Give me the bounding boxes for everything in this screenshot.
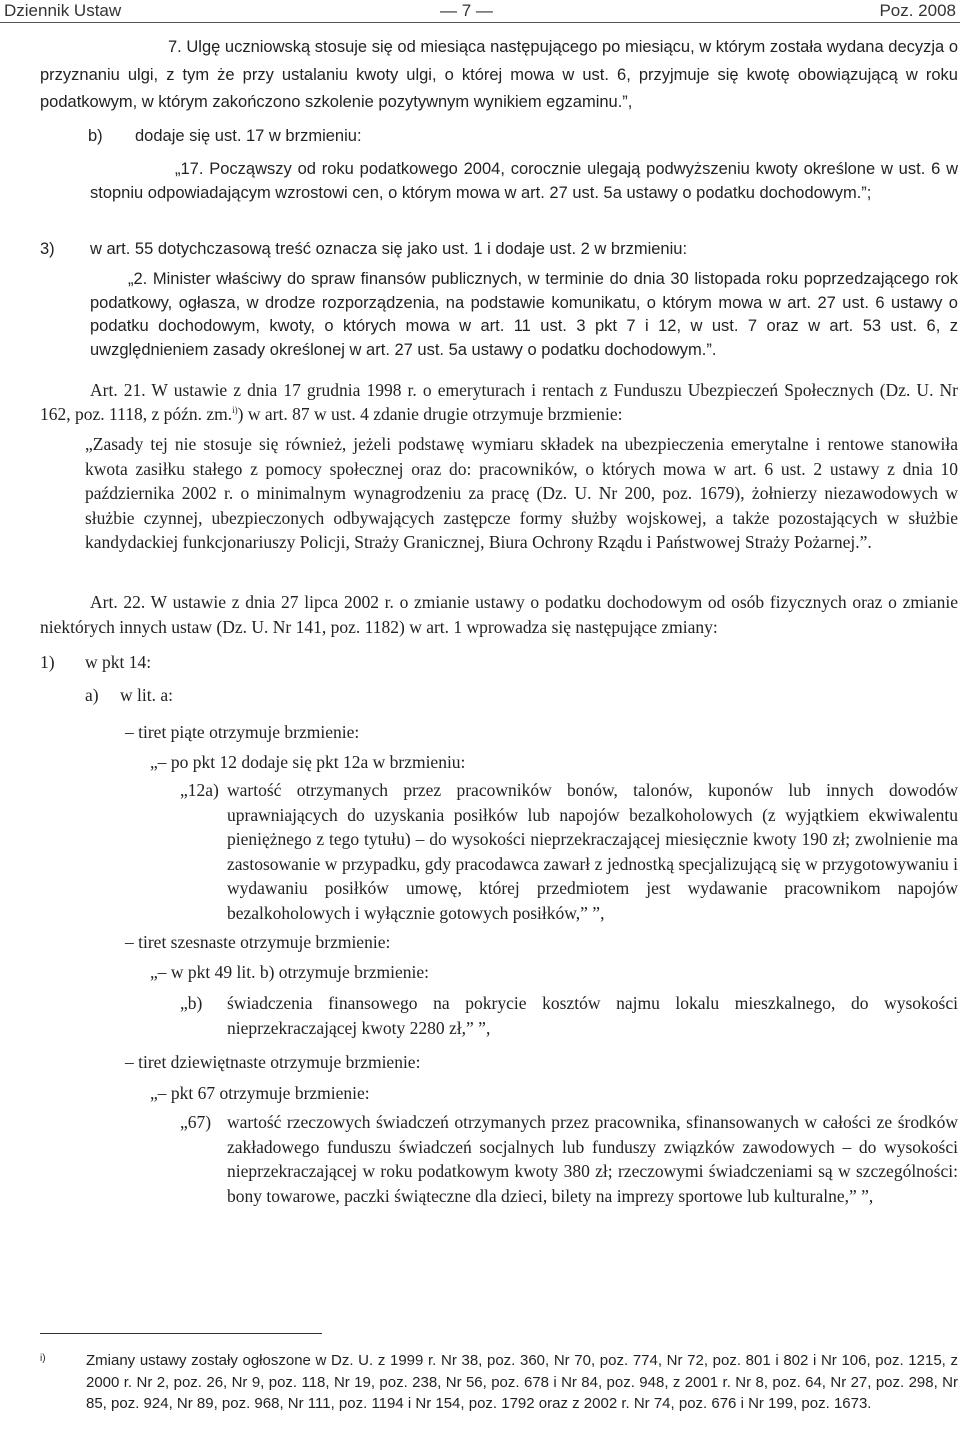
point-b bbox=[180, 991, 958, 1040]
list-text: w art. 55 dotychczasową treść oznacza się jako ust. 1 i dodaje ust. 2 w brzmieniu: bbox=[90, 240, 688, 258]
tiret-16-sub: „– w pkt 49 lit. b) otrzymuje brzmienie: bbox=[150, 962, 429, 982]
page-number: — 7 — bbox=[440, 1, 493, 20]
footnote bbox=[40, 1350, 958, 1415]
paragraph-art22: Art. 22. W ustawie z dnia 27 lipca 2002 r. o zmianie ustawy o podatku dochodowym od osób fizycznych oraz o zmianie niektórych innych ustaw (Dz. U. Nr 141, poz. 1182) w art. 1 wprowadza się następujące zmiany: bbox=[40, 592, 958, 637]
list-label: b) bbox=[88, 127, 103, 145]
point-label: „12a) bbox=[180, 780, 219, 800]
point-text: wartość rzeczowych świadczeń otrzymanych przez pracownika, sfinansowanych w całości ze środków zakładowego funduszu świadczeń socjalnych lub funduszy związków zawodowych – do wysokości nieprzekraczającej w roku podatkowym kwoty 380 zł; rzeczowymi świadczeniami są w szczególności: bony towarowe, paczki świąteczne dla dzieci, bilety na imprezy sportowe lub kulturalne,” ”, bbox=[227, 1112, 958, 1206]
point-text: świadczenia finansowego na pokrycie kosztów najmu lokalu mieszkalnego, do wysokości nieprzekraczającej kwoty 2280 zł,” ”, bbox=[227, 993, 958, 1038]
paragraph-art21: Art. 21. W ustawie z dnia 17 grudnia 1998 r. o emeryturach i rentach z Funduszu Ubezpieczeń Społecznych (Dz. U. Nr 162, poz. 1118, z późn. zm.$^{i)}$) w art. 87 w ust. 4 zdanie drugie otrzymuje brzmienie: bbox=[40, 380, 958, 424]
tiret-19: – tiret dziewiętnaste otrzymuje brzmienie: bbox=[125, 1052, 421, 1072]
point-label: „67) bbox=[180, 1112, 212, 1132]
paragraph-ust2: „2. Minister właściwy do spraw finansów publicznych, w terminie do dnia 30 listopada roku poprzedzającego rok podatkowy, ogłasza, w drodze rozporządzenia, na podstawie komunikatu, o którym mowa w art. 27 ust. 6 ustawy o podatku dochodowym, kwoty, o których mowa w art. 11 ust. 3 pkt 7 i 12, w ust. 7 oraz w art. 53 ust. 6, z uwzględnieniem zasady określonej w art. 27 ust. 5a ustawy o podatku dochodowym.”. bbox=[90, 270, 958, 359]
footnote-ref: i) bbox=[232, 405, 238, 416]
paragraph-ust7: 7. Ulgę uczniowską stosuje się od miesiąca następującego po miesiącu, w którym została wydana decyzja o przyznaniu ulgi, z tym że przy ustalaniu kwoty ulgi, o której mowa w ust. 6, przyjmuje się kwotę obowiązującą w roku podatkowym, w którym zakończono szkolenie pozytywnym wynikiem egzaminu.”, bbox=[40, 38, 958, 111]
list-label: 3) bbox=[40, 240, 55, 258]
paragraph-ust17: „17. Począwszy od roku podatkowego 2004, corocznie ulegają podwyższeniu kwoty określone w ust. 6 w stopniu odpowiadającym wzrostowi cen, o którym mowa w art. 27 ust. 5a ustawy o podatku dochodowym.”; bbox=[90, 160, 958, 202]
journal-title: Dziennik Ustaw bbox=[4, 1, 122, 20]
list-text: w lit. a: bbox=[120, 685, 173, 705]
position-number: Poz. 2008 bbox=[879, 1, 956, 20]
point-label: „b) bbox=[180, 993, 203, 1013]
list-label: a) bbox=[85, 685, 99, 705]
tiret-16: – tiret szesnaste otrzymuje brzmienie: bbox=[125, 932, 391, 952]
list-label: 1) bbox=[40, 652, 55, 672]
tiret-5: – tiret piąte otrzymuje brzmienie: bbox=[125, 722, 360, 742]
header-rule bbox=[0, 22, 960, 23]
footnote-mark: i) bbox=[40, 1353, 46, 1364]
tiret-19-sub: „– pkt 67 otrzymuje brzmienie: bbox=[150, 1083, 370, 1103]
page-header bbox=[0, 0, 960, 24]
footnote-text: Zmiany ustawy zostały ogłoszone w Dz. U. z 1999 r. Nr 38, poz. 360, Nr 70, poz. 774, Nr 72, poz. 801 i 802 i Nr 106, poz. 1215, z 2000 r. Nr 2, poz. 26, Nr 9, poz. 118, Nr 19, poz. 238, Nr 56, poz. 678 i Nr 84, poz. 948, z 2001 r. Nr 8, poz. 64, Nr 27, poz. 298, Nr 85, poz. 924, Nr 89, poz. 968, Nr 111, poz. 1194 i Nr 154, poz. 1792 oraz z 2002 r. Nr 74, poz. 676 i Nr 199, poz. 1673. bbox=[86, 1352, 958, 1412]
quote-zasady: „Zasady tej nie stosuje się również, jeżeli podstawę wymiaru składek na ubezpieczenia emerytalne i rentowe stanowiła kwota zasiłku stałego z pomocy społecznej oraz do: pracowników, o których mowa w art. 6 ust. 2 ustawy z dnia 10 października 2002 r. o minimalnym wynagrodzeniu za pracę (Dz. U. Nr 200, poz. 1679), żołnierzy niezawodowych w służbie czynnej, ubezpieczonych odbywających zastępcze formy służby wojskowej, a także pozostających w służbie kandydackiej funkcjonariuszy Policji, Straży Granicznej, Biura Ochrony Rządu i Państwowej Straży Pożarnej.”. bbox=[85, 434, 958, 552]
list-text: dodaje się ust. 17 w brzmieniu: bbox=[135, 127, 362, 145]
point-text: wartość otrzymanych przez pracowników bonów, talonów, kuponów lub innych dowodów uprawniających do uzyskania posiłków lub napojów bezalkoholowych (z wyjątkiem ekwiwalentu pieniężnego z tego tytułu) – do wysokości nieprzekraczającej miesięcznie kwoty 190 zł; zwolnienie ma zastosowanie w przypadku, gdy pracodawca zawarł z jednostką specjalizującą się w przygotowywaniu i wydawaniu posiłków umowę, której przedmiotem jest wydawanie pracownikom napojów bezalkoholowych i wyłącznie gotowych posiłków,” ”, bbox=[227, 780, 958, 923]
point-12a bbox=[180, 778, 958, 925]
list-text: w pkt 14: bbox=[85, 652, 152, 672]
tiret-5-sub: „– po pkt 12 dodaje się pkt 12a w brzmieniu: bbox=[150, 752, 466, 772]
point-67 bbox=[180, 1110, 958, 1208]
footnote-rule bbox=[40, 1333, 322, 1334]
